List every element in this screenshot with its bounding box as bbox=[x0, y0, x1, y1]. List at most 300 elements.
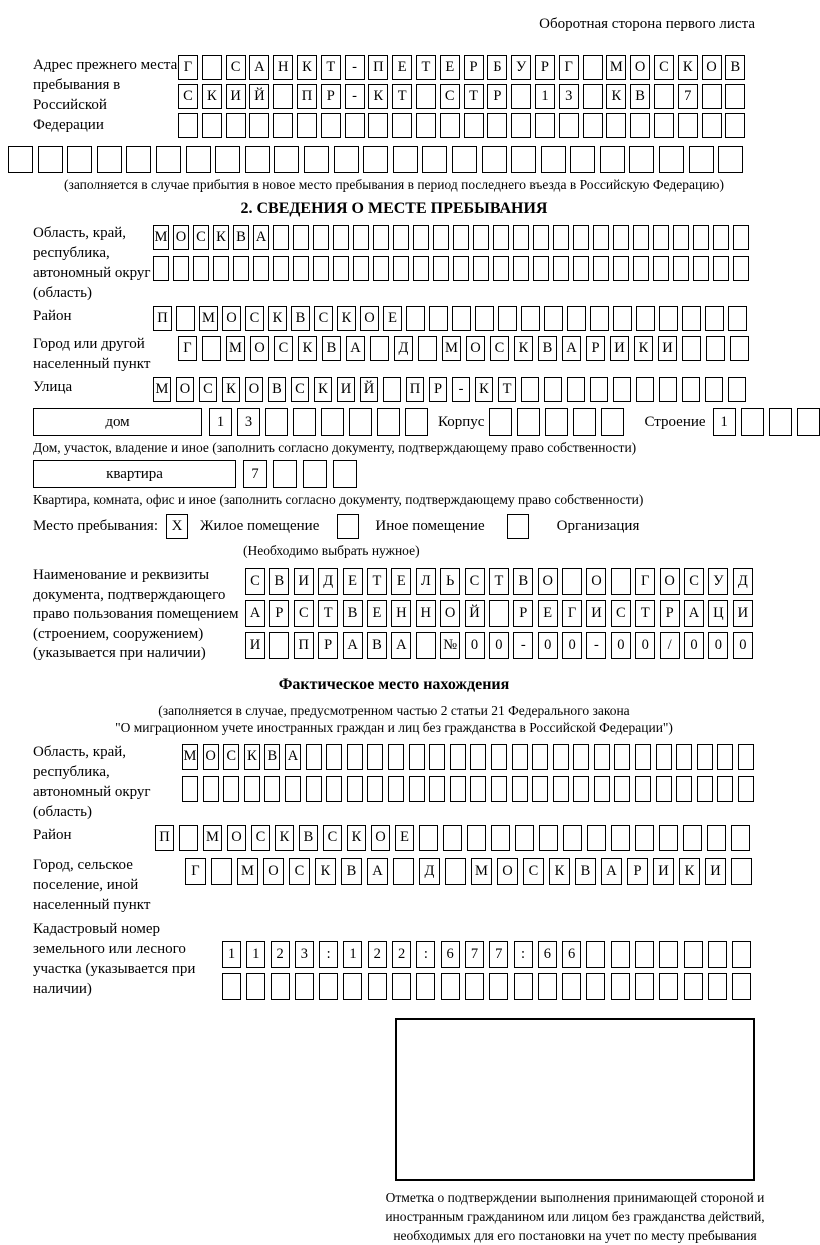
char-cell[interactable] bbox=[363, 146, 388, 173]
char-cell[interactable]: М bbox=[203, 825, 222, 851]
char-cell[interactable]: Н bbox=[416, 600, 436, 627]
char-cell[interactable]: 0 bbox=[733, 632, 753, 659]
char-cell[interactable] bbox=[544, 377, 562, 402]
char-cell[interactable]: Г bbox=[185, 858, 206, 885]
char-cell[interactable] bbox=[429, 306, 448, 331]
char-cell[interactable] bbox=[473, 225, 489, 250]
char-cell[interactable] bbox=[38, 146, 63, 173]
char-cell[interactable]: И bbox=[245, 632, 265, 659]
char-cell[interactable] bbox=[405, 408, 428, 436]
char-cell[interactable] bbox=[629, 146, 654, 173]
char-cell[interactable]: 6 bbox=[538, 941, 557, 968]
char-cell[interactable] bbox=[304, 146, 329, 173]
char-cell[interactable]: И bbox=[586, 600, 606, 627]
char-cell[interactable] bbox=[653, 256, 669, 281]
char-cell[interactable] bbox=[567, 377, 585, 402]
char-cell[interactable] bbox=[409, 744, 425, 770]
char-cell[interactable]: К bbox=[222, 377, 240, 402]
char-cell[interactable]: - bbox=[586, 632, 606, 659]
char-cell[interactable] bbox=[297, 113, 317, 138]
char-cell[interactable]: 7 bbox=[465, 941, 484, 968]
char-cell[interactable] bbox=[532, 776, 548, 802]
char-cell[interactable] bbox=[202, 113, 222, 138]
char-cell[interactable] bbox=[353, 256, 369, 281]
char-cell[interactable] bbox=[614, 744, 630, 770]
char-cell[interactable]: Л bbox=[416, 568, 436, 595]
char-cell[interactable] bbox=[553, 744, 569, 770]
char-cell[interactable] bbox=[306, 744, 322, 770]
char-cell[interactable]: 1 bbox=[713, 408, 736, 436]
char-cell[interactable] bbox=[517, 408, 540, 436]
char-cell[interactable]: Г bbox=[178, 336, 197, 361]
char-cell[interactable]: А bbox=[245, 600, 265, 627]
char-cell[interactable] bbox=[264, 776, 280, 802]
char-cell[interactable]: Р bbox=[321, 84, 341, 109]
char-cell[interactable] bbox=[706, 336, 725, 361]
char-cell[interactable] bbox=[521, 377, 539, 402]
char-cell[interactable]: Г bbox=[559, 55, 579, 80]
char-cell[interactable] bbox=[274, 146, 299, 173]
char-cell[interactable] bbox=[673, 256, 689, 281]
char-cell[interactable] bbox=[353, 225, 369, 250]
char-cell[interactable] bbox=[682, 306, 701, 331]
char-cell[interactable]: П bbox=[368, 55, 388, 80]
char-cell[interactable]: - bbox=[452, 377, 470, 402]
char-cell[interactable] bbox=[611, 825, 630, 851]
char-cell[interactable] bbox=[583, 84, 603, 109]
char-cell[interactable] bbox=[326, 776, 342, 802]
char-cell[interactable] bbox=[731, 825, 750, 851]
char-cell[interactable] bbox=[368, 113, 388, 138]
char-cell[interactable] bbox=[600, 146, 625, 173]
char-cell[interactable] bbox=[233, 256, 249, 281]
char-cell[interactable] bbox=[511, 146, 536, 173]
char-cell[interactable]: С bbox=[251, 825, 270, 851]
char-cell[interactable] bbox=[293, 408, 316, 436]
char-cell[interactable]: К bbox=[298, 336, 317, 361]
char-cell[interactable]: О bbox=[173, 225, 189, 250]
char-cell[interactable] bbox=[741, 408, 764, 436]
char-cell[interactable] bbox=[514, 973, 533, 1000]
char-cell[interactable] bbox=[306, 776, 322, 802]
char-cell[interactable]: М bbox=[182, 744, 198, 770]
char-cell[interactable]: К bbox=[315, 858, 336, 885]
char-cell[interactable]: К bbox=[475, 377, 493, 402]
char-cell[interactable]: Р bbox=[627, 858, 648, 885]
char-cell[interactable]: И bbox=[733, 600, 753, 627]
char-cell[interactable] bbox=[636, 377, 654, 402]
char-cell[interactable]: С bbox=[654, 55, 674, 80]
char-cell[interactable] bbox=[303, 460, 327, 488]
char-cell[interactable]: М bbox=[199, 306, 218, 331]
char-cell[interactable] bbox=[673, 225, 689, 250]
char-cell[interactable] bbox=[452, 306, 471, 331]
char-cell[interactable]: Р bbox=[487, 84, 507, 109]
char-cell[interactable] bbox=[717, 776, 733, 802]
char-cell[interactable]: Р bbox=[429, 377, 447, 402]
char-cell[interactable] bbox=[373, 225, 389, 250]
char-cell[interactable]: Б bbox=[487, 55, 507, 80]
char-cell[interactable]: И bbox=[653, 858, 674, 885]
char-cell[interactable] bbox=[393, 146, 418, 173]
char-cell[interactable] bbox=[445, 858, 466, 885]
char-cell[interactable] bbox=[487, 113, 507, 138]
char-cell[interactable] bbox=[388, 744, 404, 770]
char-cell[interactable] bbox=[441, 973, 460, 1000]
char-cell[interactable]: О bbox=[263, 858, 284, 885]
char-cell[interactable]: К bbox=[202, 84, 222, 109]
char-cell[interactable] bbox=[718, 146, 743, 173]
char-cell[interactable]: Г bbox=[635, 568, 655, 595]
char-cell[interactable] bbox=[440, 113, 460, 138]
char-cell[interactable] bbox=[347, 776, 363, 802]
char-cell[interactable] bbox=[656, 776, 672, 802]
char-cell[interactable] bbox=[611, 941, 630, 968]
char-cell[interactable] bbox=[512, 744, 528, 770]
char-cell[interactable]: А bbox=[346, 336, 365, 361]
char-cell[interactable]: Ц bbox=[708, 600, 728, 627]
char-cell[interactable] bbox=[659, 941, 678, 968]
char-cell[interactable]: О bbox=[466, 336, 485, 361]
char-cell[interactable]: И bbox=[337, 377, 355, 402]
char-cell[interactable] bbox=[659, 825, 678, 851]
char-cell[interactable]: О bbox=[250, 336, 269, 361]
char-cell[interactable] bbox=[656, 744, 672, 770]
char-cell[interactable] bbox=[416, 632, 436, 659]
char-cell[interactable] bbox=[594, 776, 610, 802]
char-cell[interactable]: : bbox=[319, 941, 338, 968]
char-cell[interactable] bbox=[659, 146, 684, 173]
char-cell[interactable] bbox=[559, 113, 579, 138]
char-cell[interactable] bbox=[570, 146, 595, 173]
char-cell[interactable] bbox=[269, 632, 289, 659]
char-cell[interactable]: С bbox=[523, 858, 544, 885]
char-cell[interactable]: С bbox=[440, 84, 460, 109]
char-cell[interactable] bbox=[590, 306, 609, 331]
stay-type-checkbox-other[interactable] bbox=[337, 514, 359, 539]
char-cell[interactable] bbox=[464, 113, 484, 138]
char-cell[interactable] bbox=[707, 825, 726, 851]
char-cell[interactable]: А bbox=[249, 55, 269, 80]
char-cell[interactable] bbox=[689, 146, 714, 173]
char-cell[interactable]: : bbox=[514, 941, 533, 968]
char-cell[interactable] bbox=[273, 256, 289, 281]
char-cell[interactable] bbox=[491, 776, 507, 802]
char-cell[interactable]: Е bbox=[367, 600, 387, 627]
char-cell[interactable] bbox=[285, 776, 301, 802]
char-cell[interactable] bbox=[702, 113, 722, 138]
char-cell[interactable] bbox=[489, 973, 508, 1000]
char-cell[interactable] bbox=[215, 146, 240, 173]
char-cell[interactable] bbox=[614, 776, 630, 802]
char-cell[interactable] bbox=[321, 408, 344, 436]
char-cell[interactable]: Г bbox=[562, 600, 582, 627]
char-cell[interactable]: О bbox=[360, 306, 379, 331]
char-cell[interactable]: 0 bbox=[538, 632, 558, 659]
char-cell[interactable]: К bbox=[514, 336, 533, 361]
stay-type-checkbox-residential[interactable]: X bbox=[166, 514, 188, 539]
char-cell[interactable]: - bbox=[345, 84, 365, 109]
char-cell[interactable] bbox=[413, 225, 429, 250]
char-cell[interactable] bbox=[513, 256, 529, 281]
char-cell[interactable] bbox=[203, 776, 219, 802]
char-cell[interactable] bbox=[416, 84, 436, 109]
char-cell[interactable]: Д bbox=[419, 858, 440, 885]
char-cell[interactable] bbox=[429, 744, 445, 770]
char-cell[interactable]: М bbox=[442, 336, 461, 361]
char-cell[interactable]: Р bbox=[269, 600, 289, 627]
char-cell[interactable]: № bbox=[440, 632, 460, 659]
char-cell[interactable]: 1 bbox=[209, 408, 232, 436]
char-cell[interactable]: В bbox=[367, 632, 387, 659]
char-cell[interactable]: П bbox=[294, 632, 314, 659]
char-cell[interactable] bbox=[538, 973, 557, 1000]
char-cell[interactable] bbox=[406, 306, 425, 331]
char-cell[interactable] bbox=[418, 336, 437, 361]
char-cell[interactable]: К bbox=[549, 858, 570, 885]
char-cell[interactable]: С bbox=[245, 306, 264, 331]
char-cell[interactable] bbox=[730, 336, 749, 361]
char-cell[interactable] bbox=[682, 336, 701, 361]
char-cell[interactable]: И bbox=[658, 336, 677, 361]
char-cell[interactable] bbox=[717, 744, 733, 770]
char-cell[interactable] bbox=[693, 256, 709, 281]
char-cell[interactable]: 7 bbox=[678, 84, 698, 109]
char-cell[interactable] bbox=[244, 776, 260, 802]
char-cell[interactable] bbox=[573, 225, 589, 250]
char-cell[interactable]: К bbox=[678, 55, 698, 80]
char-cell[interactable]: В bbox=[725, 55, 745, 80]
char-cell[interactable] bbox=[659, 306, 678, 331]
char-cell[interactable] bbox=[211, 858, 232, 885]
char-cell[interactable] bbox=[769, 408, 792, 436]
char-cell[interactable] bbox=[126, 146, 151, 173]
char-cell[interactable] bbox=[193, 256, 209, 281]
char-cell[interactable]: А bbox=[601, 858, 622, 885]
char-cell[interactable] bbox=[182, 776, 198, 802]
char-cell[interactable]: В bbox=[513, 568, 533, 595]
char-cell[interactable]: С bbox=[193, 225, 209, 250]
char-cell[interactable]: С bbox=[684, 568, 704, 595]
char-cell[interactable] bbox=[613, 225, 629, 250]
char-cell[interactable] bbox=[708, 941, 727, 968]
char-cell[interactable] bbox=[321, 113, 341, 138]
char-cell[interactable]: Й bbox=[249, 84, 269, 109]
char-cell[interactable] bbox=[433, 256, 449, 281]
char-cell[interactable]: Е bbox=[343, 568, 363, 595]
char-cell[interactable]: В bbox=[299, 825, 318, 851]
char-cell[interactable] bbox=[697, 776, 713, 802]
char-cell[interactable]: Н bbox=[273, 55, 293, 80]
char-cell[interactable]: О bbox=[245, 377, 263, 402]
char-cell[interactable] bbox=[470, 744, 486, 770]
char-cell[interactable] bbox=[725, 84, 745, 109]
char-cell[interactable] bbox=[313, 225, 329, 250]
char-cell[interactable] bbox=[635, 776, 651, 802]
char-cell[interactable]: К bbox=[337, 306, 356, 331]
char-cell[interactable]: В bbox=[575, 858, 596, 885]
char-cell[interactable] bbox=[545, 408, 568, 436]
char-cell[interactable]: С bbox=[223, 744, 239, 770]
char-cell[interactable]: 1 bbox=[246, 941, 265, 968]
char-cell[interactable] bbox=[697, 744, 713, 770]
char-cell[interactable]: С bbox=[226, 55, 246, 80]
char-cell[interactable] bbox=[682, 377, 700, 402]
char-cell[interactable]: К bbox=[347, 825, 366, 851]
char-cell[interactable] bbox=[535, 113, 555, 138]
char-cell[interactable] bbox=[450, 776, 466, 802]
char-cell[interactable]: - bbox=[345, 55, 365, 80]
char-cell[interactable] bbox=[333, 225, 349, 250]
char-cell[interactable]: У bbox=[708, 568, 728, 595]
char-cell[interactable]: С bbox=[289, 858, 310, 885]
char-cell[interactable] bbox=[733, 225, 749, 250]
char-cell[interactable]: А bbox=[562, 336, 581, 361]
char-cell[interactable]: О bbox=[176, 377, 194, 402]
char-cell[interactable] bbox=[345, 113, 365, 138]
char-cell[interactable] bbox=[429, 776, 445, 802]
char-cell[interactable]: А bbox=[253, 225, 269, 250]
char-cell[interactable] bbox=[553, 225, 569, 250]
char-cell[interactable]: О bbox=[203, 744, 219, 770]
char-cell[interactable] bbox=[544, 306, 563, 331]
char-cell[interactable]: Т bbox=[318, 600, 338, 627]
char-cell[interactable] bbox=[368, 973, 387, 1000]
char-cell[interactable] bbox=[319, 973, 338, 1000]
char-cell[interactable] bbox=[349, 408, 372, 436]
char-cell[interactable]: Р bbox=[513, 600, 533, 627]
char-cell[interactable]: Т bbox=[498, 377, 516, 402]
char-cell[interactable] bbox=[153, 256, 169, 281]
char-cell[interactable]: П bbox=[297, 84, 317, 109]
char-cell[interactable] bbox=[633, 225, 649, 250]
char-cell[interactable] bbox=[293, 225, 309, 250]
char-cell[interactable]: Й bbox=[465, 600, 485, 627]
char-cell[interactable]: М bbox=[153, 225, 169, 250]
char-cell[interactable] bbox=[493, 256, 509, 281]
char-cell[interactable]: О bbox=[497, 858, 518, 885]
char-cell[interactable]: Т bbox=[635, 600, 655, 627]
char-cell[interactable]: О bbox=[371, 825, 390, 851]
char-cell[interactable]: О bbox=[630, 55, 650, 80]
char-cell[interactable] bbox=[728, 306, 747, 331]
char-cell[interactable] bbox=[676, 776, 692, 802]
char-cell[interactable]: 0 bbox=[684, 632, 704, 659]
char-cell[interactable]: О bbox=[227, 825, 246, 851]
char-cell[interactable]: П bbox=[406, 377, 424, 402]
char-cell[interactable]: 1 bbox=[535, 84, 555, 109]
char-cell[interactable] bbox=[594, 744, 610, 770]
char-cell[interactable]: С bbox=[291, 377, 309, 402]
stay-type-checkbox-organization[interactable] bbox=[507, 514, 529, 539]
char-cell[interactable]: К bbox=[297, 55, 317, 80]
char-cell[interactable]: П bbox=[153, 306, 172, 331]
char-cell[interactable]: 2 bbox=[271, 941, 290, 968]
char-cell[interactable] bbox=[705, 306, 724, 331]
char-cell[interactable] bbox=[97, 146, 122, 173]
char-cell[interactable] bbox=[659, 377, 677, 402]
char-cell[interactable]: И bbox=[294, 568, 314, 595]
char-cell[interactable] bbox=[573, 408, 596, 436]
char-cell[interactable] bbox=[567, 306, 586, 331]
char-cell[interactable]: В bbox=[264, 744, 280, 770]
char-cell[interactable]: С bbox=[294, 600, 314, 627]
char-cell[interactable]: / bbox=[660, 632, 680, 659]
char-cell[interactable] bbox=[202, 336, 221, 361]
char-cell[interactable]: О bbox=[660, 568, 680, 595]
char-cell[interactable] bbox=[532, 744, 548, 770]
char-cell[interactable]: Е bbox=[440, 55, 460, 80]
char-cell[interactable]: В bbox=[269, 568, 289, 595]
char-cell[interactable] bbox=[678, 113, 698, 138]
char-cell[interactable] bbox=[613, 306, 632, 331]
char-cell[interactable]: Т bbox=[392, 84, 412, 109]
char-cell[interactable] bbox=[683, 825, 702, 851]
char-cell[interactable] bbox=[573, 256, 589, 281]
char-cell[interactable] bbox=[482, 146, 507, 173]
char-cell[interactable] bbox=[491, 825, 510, 851]
char-cell[interactable]: Й bbox=[360, 377, 378, 402]
char-cell[interactable]: П bbox=[155, 825, 174, 851]
char-cell[interactable]: И bbox=[610, 336, 629, 361]
char-cell[interactable]: Д bbox=[394, 336, 413, 361]
char-cell[interactable] bbox=[246, 973, 265, 1000]
char-cell[interactable] bbox=[392, 113, 412, 138]
char-cell[interactable]: С bbox=[465, 568, 485, 595]
char-cell[interactable]: 6 bbox=[562, 941, 581, 968]
char-cell[interactable]: 3 bbox=[295, 941, 314, 968]
char-cell[interactable] bbox=[713, 225, 729, 250]
char-cell[interactable] bbox=[249, 113, 269, 138]
char-cell[interactable] bbox=[705, 377, 723, 402]
char-cell[interactable]: В bbox=[322, 336, 341, 361]
char-cell[interactable]: Д bbox=[733, 568, 753, 595]
char-cell[interactable]: 0 bbox=[562, 632, 582, 659]
char-cell[interactable] bbox=[443, 825, 462, 851]
char-cell[interactable] bbox=[273, 460, 297, 488]
char-cell[interactable] bbox=[419, 825, 438, 851]
char-cell[interactable]: 3 bbox=[559, 84, 579, 109]
char-cell[interactable]: А bbox=[684, 600, 704, 627]
char-cell[interactable] bbox=[653, 225, 669, 250]
char-cell[interactable] bbox=[67, 146, 92, 173]
char-cell[interactable]: 2 bbox=[368, 941, 387, 968]
char-cell[interactable]: О bbox=[586, 568, 606, 595]
char-cell[interactable] bbox=[512, 776, 528, 802]
char-cell[interactable]: - bbox=[513, 632, 533, 659]
char-cell[interactable]: 0 bbox=[489, 632, 509, 659]
char-cell[interactable]: Т bbox=[367, 568, 387, 595]
char-cell[interactable] bbox=[583, 55, 603, 80]
char-cell[interactable]: 1 bbox=[343, 941, 362, 968]
char-cell[interactable] bbox=[271, 973, 290, 1000]
char-cell[interactable] bbox=[373, 256, 389, 281]
char-cell[interactable] bbox=[245, 146, 270, 173]
char-cell[interactable]: К bbox=[634, 336, 653, 361]
char-cell[interactable] bbox=[590, 377, 608, 402]
char-cell[interactable]: К bbox=[314, 377, 332, 402]
char-cell[interactable] bbox=[467, 825, 486, 851]
char-cell[interactable] bbox=[470, 776, 486, 802]
char-cell[interactable] bbox=[273, 84, 293, 109]
char-cell[interactable] bbox=[273, 113, 293, 138]
char-cell[interactable] bbox=[370, 336, 389, 361]
char-cell[interactable]: 6 bbox=[441, 941, 460, 968]
char-cell[interactable] bbox=[635, 941, 654, 968]
char-cell[interactable]: 2 bbox=[392, 941, 411, 968]
char-cell[interactable] bbox=[511, 113, 531, 138]
char-cell[interactable] bbox=[562, 973, 581, 1000]
